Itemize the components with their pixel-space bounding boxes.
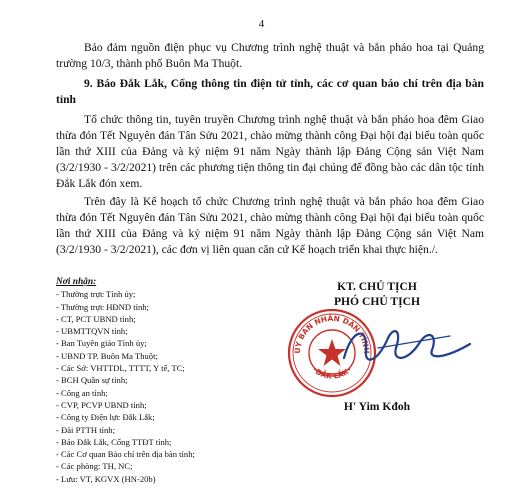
recipient-item: - Các phòng: TH, NC; <box>56 461 133 472</box>
recipient-item: - Công an tỉnh; <box>56 387 108 398</box>
paragraph-power-supply: Bảo đảm nguồn điện phục vụ Chương trình nghệ thuật và bắn pháo hoa tại Quảng trường 10/3, thành phố Buôn Ma Thuột. <box>56 41 484 70</box>
recipient-item: - Thường trực HĐND tỉnh; <box>56 301 149 312</box>
recipients-list <box>56 276 286 485</box>
recipient-item: - UBND TP. Buôn Ma Thuột; <box>56 350 158 361</box>
paragraph-closing: Trên đây là Kế hoạch tổ chức Chương trình nghệ thuật và bắn pháo hoa đêm Giao thừa đón Tết Nguyên đán Tân Sửu 2021, chào mừng thành công Đại hội đại biểu toàn quốc lần thứ XIII của Đảng và kỷ niệm 91 năm Ngày thành lập Đảng Cộng sản Việt Nam (3/2/1930 - 3/2/2021), các đơn vị liên quan căn cứ Kế hoạch triển khai thực hiện./. <box>56 195 484 256</box>
recipient-item: - BCH Quân sự tỉnh; <box>56 375 128 386</box>
svg-text:ĐẮK LẮK: ĐẮK LẮK <box>313 367 351 381</box>
section-heading-9 <box>56 76 484 108</box>
recipient-item: - Công ty Điện lực Đắk Lắk; <box>56 412 155 423</box>
recipient-item: - Báo Đắk Lắk, Cổng TTĐT tỉnh; <box>56 436 172 447</box>
recipient-item: - Đài PTTH tỉnh; <box>56 424 115 435</box>
plan-body <box>56 40 484 72</box>
page-number: 4 <box>258 18 265 30</box>
signature-title-line2: PHÓ CHỦ TỊCH <box>333 295 421 308</box>
recipient-item: - Lưu: VT, KGVX (HN-20b) <box>56 473 156 484</box>
section-body-9 <box>56 112 484 192</box>
recipient-item: - CT, PCT UBND tỉnh; <box>56 313 136 324</box>
handwritten-signature <box>338 318 478 376</box>
recipients-title: Nơi nhận: <box>56 277 97 287</box>
recipient-item: - Các Cơ quan Báo chí trên địa bàn tỉnh; <box>56 449 195 460</box>
signature-title-line1: KT. CHỦ TỊCH <box>337 280 417 293</box>
recipient-item: - Thường trực Tỉnh ủy; <box>56 289 136 300</box>
recipient-item: - Các Sở: VHTTDL, TTTT, Y tế, TC; <box>56 363 185 374</box>
signer-name: H' Yim Kđoh <box>343 400 411 413</box>
svg-text:ỦY BAN NHÂN DÂN TỈNH: ỦY BAN NHÂN DÂN TỈNH <box>292 313 372 354</box>
recipient-item: - Ban Tuyên giáo Tỉnh ủy; <box>56 338 147 349</box>
recipient-item: - CVP, PCVP UBND tỉnh; <box>56 399 147 410</box>
signature-title-block <box>282 279 472 309</box>
paragraph-information-propaganda: Tổ chức thông tin, tuyên truyền Chương trình nghệ thuật và bắn pháo hoa đêm Giao thừa đón Tết Nguyên đán Tân Sửu 2021, chào mừng thành công Đại hội đại biểu toàn quốc lần thứ XIII của Đảng và kỷ niệm 91 năm Ngày thành lập Đảng Cộng sản Việt Nam (3/2/1930 - 3/2/2021) trên các phương tiện thông tin đại chúng để đồng bào các dân tộc tỉnh Đắk Lắk đón xem. <box>56 113 484 190</box>
heading-dak-lak-newspaper: 9. Báo Đắk Lắk, Cổng thông tin điện tử tỉnh, các cơ quan báo chí trên địa bàn tỉnh <box>56 77 484 106</box>
closing-block <box>56 194 484 258</box>
recipient-item: - UBMTTQVN tỉnh; <box>56 326 128 337</box>
